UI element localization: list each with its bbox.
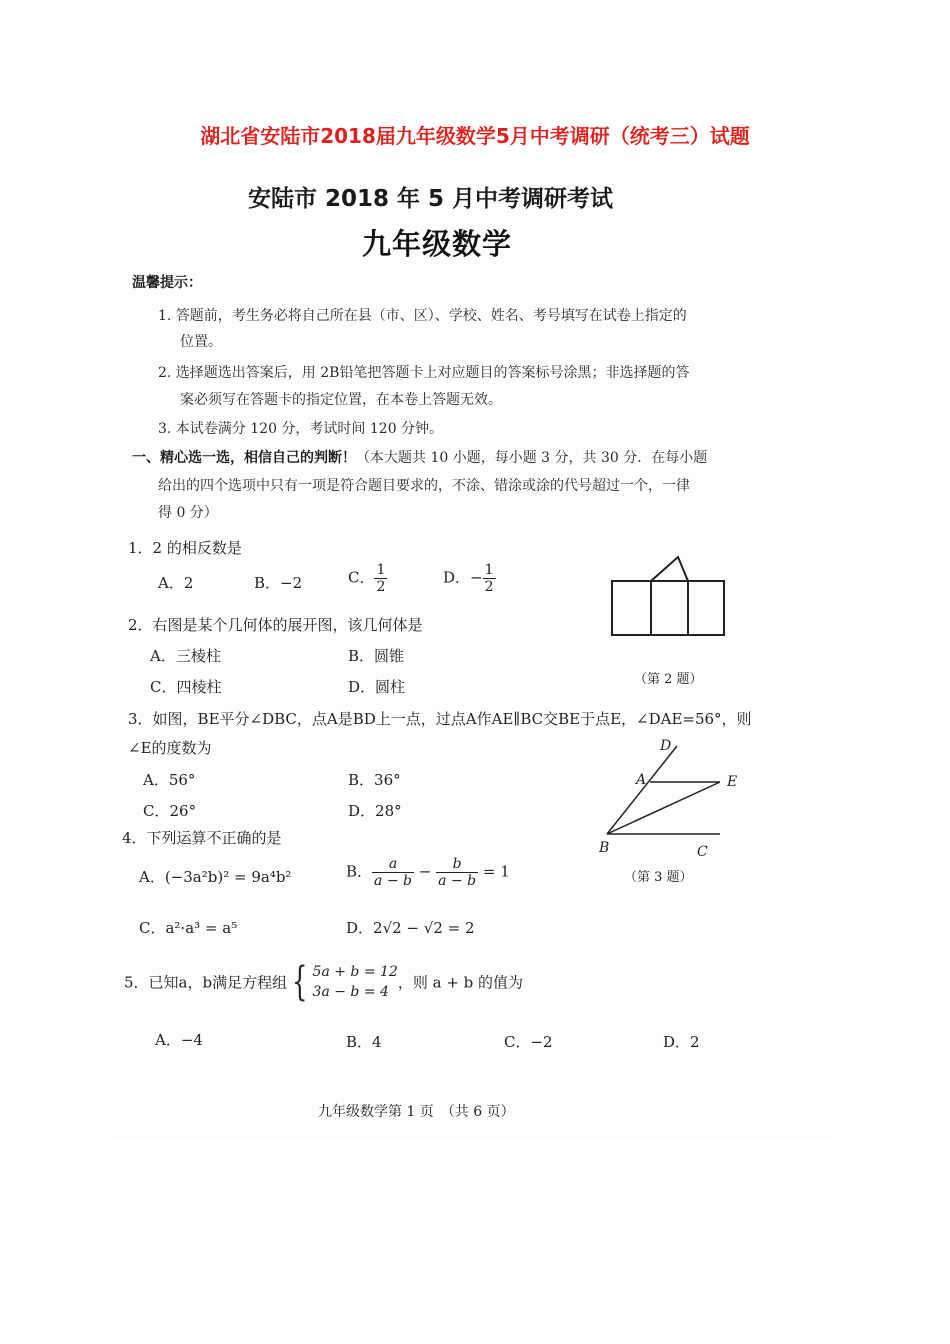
q1-option-c bbox=[348, 562, 387, 595]
point-label-C: C bbox=[697, 844, 708, 860]
q4-stem: 4．下列运算不正确的是 bbox=[122, 829, 282, 847]
tip-1-cont: 位置。 bbox=[180, 334, 222, 350]
point-label-A: A bbox=[636, 772, 647, 788]
q5-option-d: D．2 bbox=[663, 1033, 700, 1051]
q1-option-b: B．−2 bbox=[254, 574, 303, 592]
q2-stem: 2．右图是某个几何体的展开图，该几何体是 bbox=[128, 616, 423, 634]
section1-desc-1: （本大题共 10 小题，每小题 3 分，共 30 分．在每小题 bbox=[356, 450, 708, 466]
point-label-B: B bbox=[599, 840, 610, 856]
q3-option-c: C．26° bbox=[143, 802, 197, 820]
q5-stem bbox=[124, 959, 524, 1005]
section1-label: 一、精心选一选，相信自己的判断！ bbox=[132, 450, 356, 466]
q3-stem-2: ∠E的度数为 bbox=[128, 739, 212, 757]
q2-option-c: C．四棱柱 bbox=[150, 678, 222, 696]
tip-3: 3. 本试卷满分 120 分，考试时间 120 分钟。 bbox=[158, 421, 444, 437]
q5-stem-suffix: ，则 a + b 的值为 bbox=[397, 973, 524, 992]
section1-desc-2: 给出的四个选项中只有一项是符合题目要求的，不涂、错涂或涂的代号超过一个，一律 bbox=[158, 478, 690, 494]
line-BD bbox=[607, 746, 677, 834]
q4-b-fraction-2 bbox=[436, 856, 478, 889]
q5-brace: { bbox=[292, 959, 308, 1005]
q3-caption: （第 3 题） bbox=[624, 870, 693, 885]
point-label-D: D bbox=[660, 738, 672, 754]
section1-desc-3: 得 0 分） bbox=[158, 505, 218, 521]
page-footer: 九年级数学第 1 页 （共 6 页） bbox=[318, 1104, 515, 1120]
q1-d-den: 2 bbox=[484, 579, 494, 595]
q4-b-num2: b bbox=[436, 856, 478, 873]
q2-net-bottom-triangle bbox=[610, 555, 730, 655]
q1-d-num: 1 bbox=[484, 562, 494, 578]
tip-1: 1. 答题前，考生务必将自己所在县（市、区）、学校、姓名、考号填写在试卷上指定的 bbox=[158, 308, 687, 324]
tip-2-cont: 案必须写在答题卡的指定位置，在本卷上答题无效。 bbox=[180, 392, 502, 408]
q4-option-b bbox=[346, 856, 510, 889]
q4-option-c: C．a²·a³ = a⁵ bbox=[139, 919, 238, 937]
exam-title: 安陆市 2018 年 5 月中考调研考试 bbox=[248, 186, 614, 212]
q4-b-prefix: B． bbox=[346, 862, 373, 881]
q3-option-a: A．56° bbox=[143, 771, 196, 789]
q5-option-a: A．−4 bbox=[155, 1031, 203, 1049]
q4-b-fraction-1 bbox=[372, 856, 414, 889]
q1-d-prefix: D．− bbox=[443, 568, 483, 587]
q3-stem-1: 3．如图，BE平分∠DBC，点A是BD上一点，过点A作AE∥BC交BE于点E，∠DAE=56°，则 bbox=[128, 710, 752, 728]
subject-title: 九年级数学 bbox=[362, 227, 513, 261]
q2-option-a: A．三棱柱 bbox=[150, 647, 221, 665]
q2-option-d: D．圆柱 bbox=[348, 678, 406, 696]
q3-option-d: D．28° bbox=[348, 802, 402, 820]
q2-caption: （第 2 题） bbox=[634, 672, 703, 687]
document-title: 湖北省安陆市2018届九年级数学5月中考调研（统考三）试题 bbox=[200, 124, 750, 148]
q5-option-b: B．4 bbox=[346, 1033, 382, 1051]
q1-c-num: 1 bbox=[376, 562, 386, 578]
q1-option-a: A．2 bbox=[158, 574, 194, 592]
q5-option-c: C．−2 bbox=[504, 1033, 553, 1051]
q3-geometry-figure bbox=[595, 738, 755, 863]
q5-eq1: 5a + b = 12 bbox=[312, 964, 398, 980]
point-label-E: E bbox=[727, 774, 738, 790]
tip-2: 2. 选择题选出答案后，用 2B铅笔把答题卡上对应题目的答案标号涂黑；非选择题的答 bbox=[158, 365, 690, 381]
q5-equation-system bbox=[313, 962, 398, 1002]
section1-header bbox=[132, 447, 707, 467]
q4-option-a: A．(−3a²b)² = 9a⁴b² bbox=[139, 868, 292, 886]
q4-b-den1: a − b bbox=[374, 873, 412, 889]
q4-b-eq: = 1 bbox=[482, 862, 510, 881]
q3-option-b: B．36° bbox=[348, 771, 401, 789]
q4-b-num1: a bbox=[372, 856, 414, 873]
q5-stem-prefix: 5．已知a，b满足方程组 bbox=[124, 973, 288, 992]
q1-c-prefix: C． bbox=[348, 568, 375, 587]
q1-stem: 1．2 的相反数是 bbox=[128, 539, 242, 557]
q2-option-b: B．圆锥 bbox=[348, 647, 405, 665]
q1-c-fraction bbox=[374, 562, 387, 595]
q1-option-d bbox=[443, 562, 496, 595]
line-BE bbox=[607, 782, 720, 834]
tips-heading: 温馨提示： bbox=[132, 275, 202, 291]
q4-b-minus: − bbox=[418, 862, 432, 881]
q4-option-d: D．2√2 − √2 = 2 bbox=[346, 919, 475, 937]
q4-b-den2: a − b bbox=[438, 873, 477, 889]
q1-c-den: 2 bbox=[376, 579, 386, 595]
q5-eq2: 3a − b = 4 bbox=[312, 984, 389, 1000]
q1-d-fraction bbox=[483, 562, 496, 595]
